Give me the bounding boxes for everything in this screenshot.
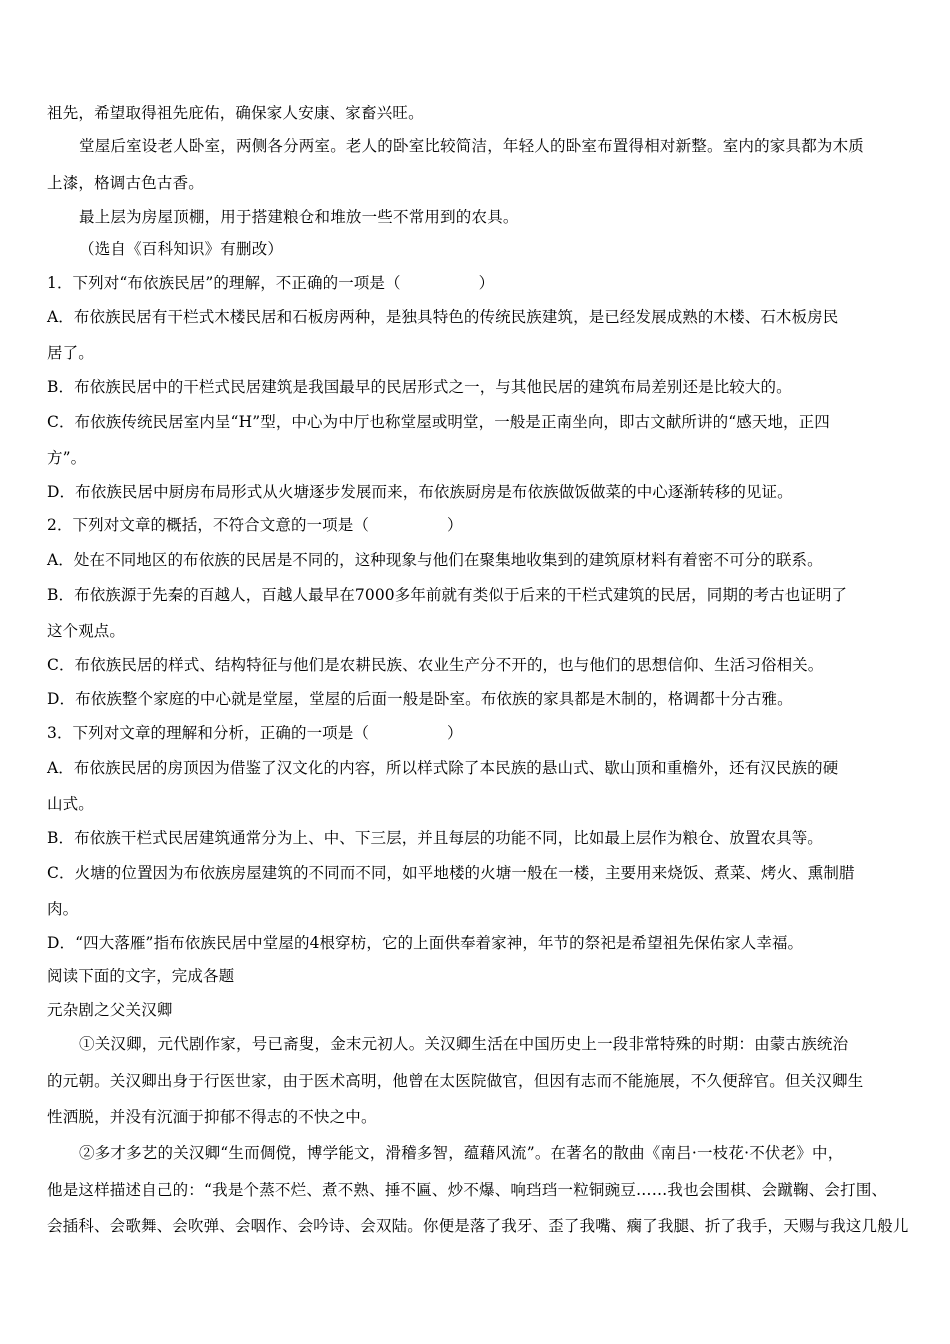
q1-option-a: A．布依族民居有干栏式木楼民居和石板房两种，是独具特色的传统民族建筑，是已经发展成熟的木楼、石木板房民 bbox=[47, 308, 839, 326]
passage-line: 堂屋后室设老人卧室，两侧各分两室。老人的卧室比较简洁，年轻人的卧室布置得相对新整。室内的家具都为木质 bbox=[79, 137, 865, 155]
passage-line: ②多才多艺的关汉卿“生而倜傥，博学能文，滑稽多智，蕴藉风流”。在著名的散曲《南吕·一枝花·不伏老》中， bbox=[79, 1144, 844, 1162]
q3-option-b: B．布依族干栏式民居建筑通常分为上、中、下三层，并且每层的功能不同，比如最上层作为粮仓、放置农具等。 bbox=[47, 829, 823, 847]
passage-line: 祖先，希望取得祖先庇佑，确保家人安康、家畜兴旺。 bbox=[47, 104, 424, 122]
q1-option-b: B．布依族民居中的干栏式民居建筑是我国最早的民居形式之一，与其他民居的建筑布局差别还是比较大的。 bbox=[47, 378, 792, 396]
passage-line: 性洒脱，并没有沉湎于抑郁不得志的不快之中。 bbox=[47, 1108, 377, 1126]
q2-option-d: D．布依族整个家庭的中心就是堂屋，堂屋的后面一般是卧室。布依族的家具都是木制的，格调都十分古雅。 bbox=[47, 690, 793, 708]
passage-line: 上漆，格调古色古香。 bbox=[47, 174, 205, 192]
q2-option-b: B．布依族源于先秦的百越人，百越人最早在7000多年前就有类似于后来的干栏式建筑的民居，同期的考古也证明了 bbox=[47, 586, 848, 604]
question-2-stem: 2．下列对文章的概括，不符合文意的一项是（ ） bbox=[47, 516, 463, 534]
q1-option-d: D．布依族民居中厨房布局形式从火塘逐步发展而来，布依族厨房是布依族做饭做菜的中心逐渐转移的见证。 bbox=[47, 483, 793, 501]
reading-instruction: 阅读下面的文字，完成各题 bbox=[47, 967, 235, 985]
source-note: （选自《百科知识》有删改） bbox=[79, 240, 284, 258]
passage-line: ①关汉卿，元代剧作家，号已斋叟，金末元初人。关汉卿生活在中国历史上一段非常特殊的时期：由蒙古族统治 bbox=[79, 1035, 849, 1053]
q2-option-b-cont: 这个观点。 bbox=[47, 622, 126, 640]
q3-option-a: A．布依族民居的房顶因为借鉴了汉文化的内容，所以样式除了本民族的悬山式、歇山顶和重檐外，还有汉民族的硬 bbox=[47, 759, 839, 777]
passage-line: 的元朝。关汉卿出身于行医世家，由于医术高明，他曾在太医院做官，但因有志而不能施展，不久便辞官。但关汉卿生 bbox=[47, 1072, 864, 1090]
passage-line: 会插科、会歌舞、会吹弹、会咽作、会吟诗、会双陆。你便是落了我牙、歪了我嘴、瘸了我腿、折了我手，天赐与我这几般儿 bbox=[47, 1217, 909, 1235]
question-1-stem: 1．下列对“布依族民居”的理解，不正确的一项是（ ） bbox=[47, 274, 495, 292]
q1-option-a-cont: 居了。 bbox=[47, 344, 94, 362]
q2-option-a: A．处在不同地区的布依族的民居是不同的，这种现象与他们在聚集地收集到的建筑原材料有着密不可分的联系。 bbox=[47, 551, 823, 569]
q1-option-c-cont: 方”。 bbox=[47, 449, 87, 467]
passage-line: 他是这样描述自己的：“我是个蒸不烂、煮不熟、捶不匾、炒不爆、响珰珰一粒铜豌豆……我也会围棋、会蹴鞠、会打围、 bbox=[47, 1181, 888, 1199]
question-3-stem: 3．下列对文章的理解和分析，正确的一项是（ ） bbox=[47, 724, 463, 742]
q1-option-c: C．布依族传统民居室内呈“H”型，中心为中厅也称堂屋或明堂，一般是正南坐向，即古文献所讲的“感天地，正四 bbox=[47, 413, 830, 431]
passage-line: 最上层为房屋顶棚，用于搭建粮仓和堆放一些不常用到的农具。 bbox=[79, 208, 519, 226]
passage-title: 元杂剧之父关汉卿 bbox=[47, 1001, 173, 1019]
q3-option-a-cont: 山式。 bbox=[47, 795, 94, 813]
q3-option-c-cont: 肉。 bbox=[47, 900, 79, 918]
q2-option-c: C．布依族民居的样式、结构特征与他们是农耕民族、农业生产分不开的，也与他们的思想信仰、生活习俗相关。 bbox=[47, 656, 824, 674]
q3-option-c: C．火塘的位置因为布依族房屋建筑的不同而不同，如平地楼的火塘一般在一楼，主要用来烧饭、煮菜、烤火、熏制腊 bbox=[47, 864, 855, 882]
q3-option-d: D．“四大落雁”指布依族民居中堂屋的4根穿枋，它的上面供奉着家神，年节的祭祀是希望祖先保佑家人幸福。 bbox=[47, 934, 804, 952]
